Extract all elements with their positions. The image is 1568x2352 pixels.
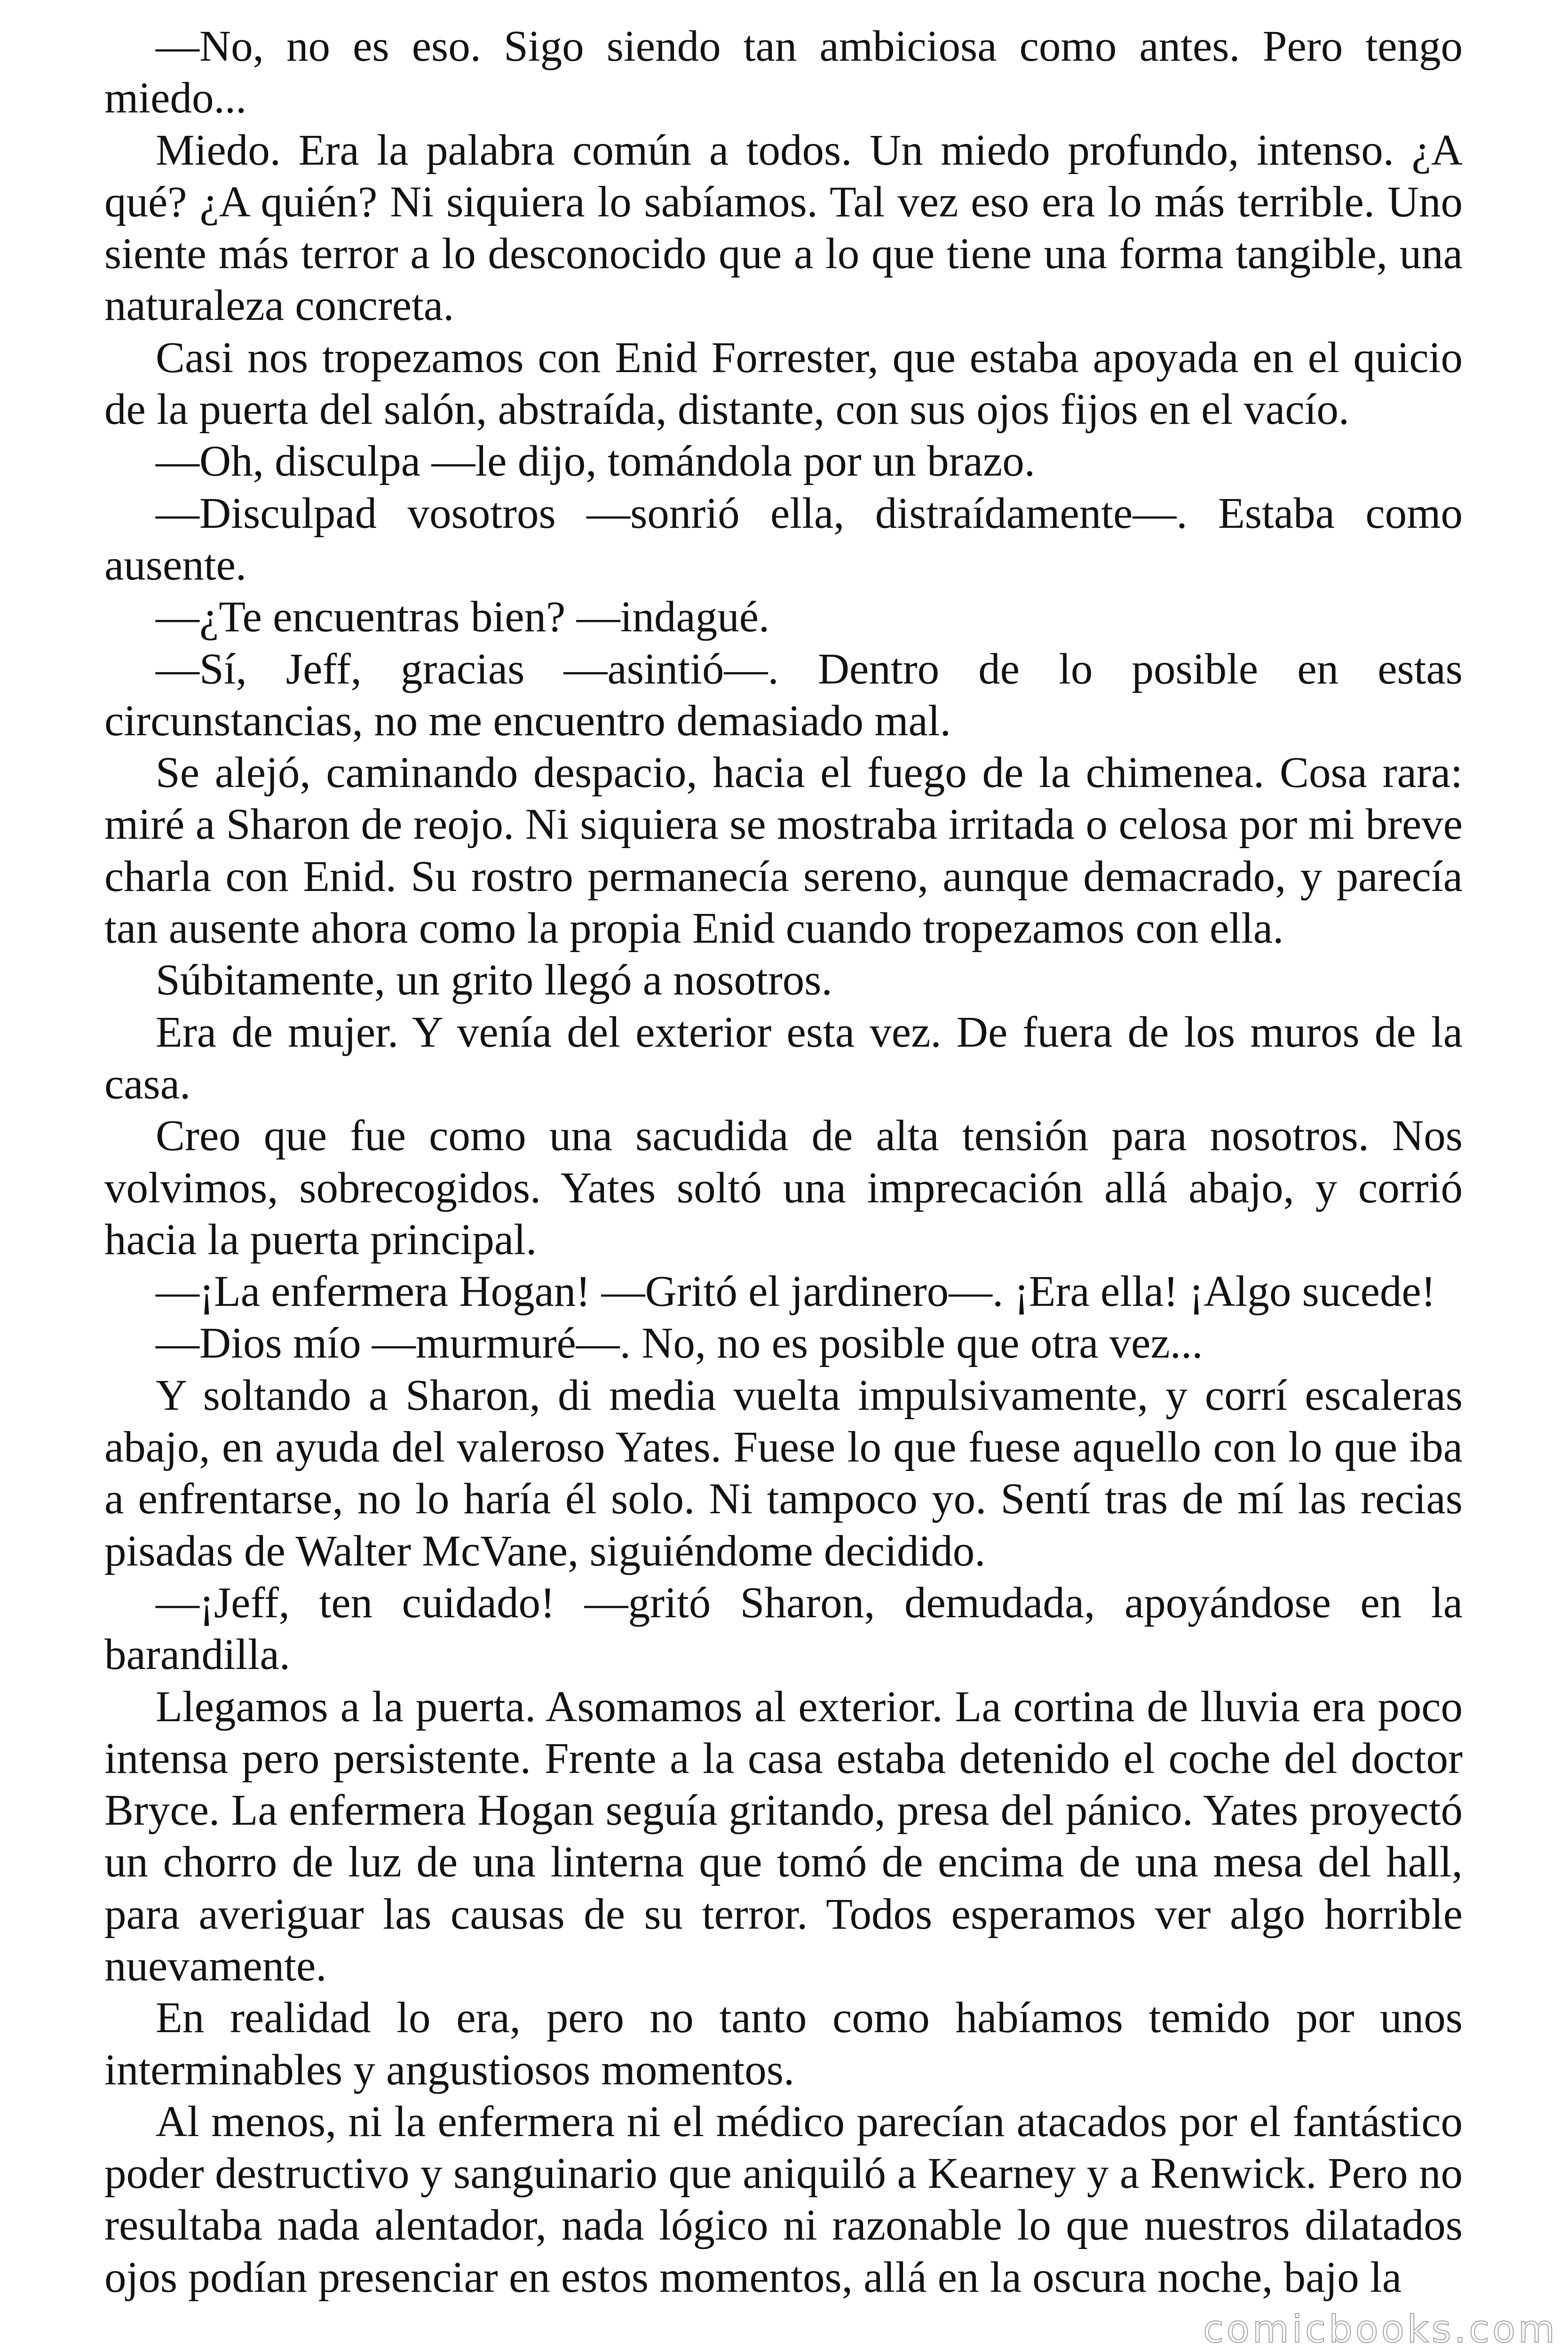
paragraph: Y soltando a Sharon, di media vuelta impulsivamente, y corrí escaleras abajo, en ayuda del valeroso Yates. Fuese lo que fuese aquello con lo que iba a enfrentarse, no lo haría él solo. Ni tampoco yo. Sentí tras de mí las recias pisadas de Walter McVane, siguiéndome decidido. bbox=[104, 1371, 1463, 1575]
paragraph: Era de mujer. Y venía del exterior esta vez. De fuera de los muros de la casa. bbox=[104, 1008, 1463, 1108]
paragraph: Al menos, ni la enfermera ni el médico parecían atacados por el fantástico poder destructivo y sanguinario que aniquiló a Kearney y a Renwick. Pero no resultaba nada alentador, nada lógico ni razonable lo que nuestros dilatados ojos podían presenciar en estos momentos, allá en la oscura noche, bajo la bbox=[104, 2097, 1463, 2302]
paragraph: —Dios mío —murmuré—. No, no es posible que otra vez... bbox=[156, 1319, 1203, 1368]
paragraph: —Disculpad vosotros —sonrió ella, distraídamente—. Estaba como ausente. bbox=[104, 489, 1463, 589]
paragraph: Súbitamente, un grito llegó a nosotros. bbox=[156, 956, 832, 1005]
paragraph: Se alejó, caminando despacio, hacia el fuego de la chimenea. Cosa rara: miré a Sharon de reojo. Ni siquiera se mostraba irritada o celosa por mi breve charla con Enid. Su rostro permanecía sereno, aunque demacrado, y parecía tan ausente ahora como la propia Enid cuando tropezamos con ella. bbox=[104, 748, 1463, 953]
paragraph: —¡Jeff, ten cuidado! —gritó Sharon, demudada, apoyándose en la barandilla. bbox=[104, 1578, 1463, 1679]
paragraph: —Oh, disculpa —le dijo, tomándola por un brazo. bbox=[156, 437, 1035, 486]
paragraph: Llegamos a la puerta. Asomamos al exterior. La cortina de lluvia era poco intensa pero persistente. Frente a la casa estaba detenido el coche del doctor Bryce. La enfermera Hogan seguía gritando, presa del pánico. Yates proyectó un chorro de luz de una linterna que tomó de encima de una mesa del hall, para averiguar las causas de su terror. Todos esperamos ver algo horrible nuevamente. bbox=[104, 1682, 1463, 1990]
paragraph: En realidad lo era, pero no tanto como habíamos temido por unos interminables y angustiosos momentos. bbox=[104, 1994, 1463, 2094]
page-text bbox=[104, 21, 1463, 2304]
paragraph: Casi nos tropezamos con Enid Forrester, que estaba apoyada en el quicio de la puerta del salón, abstraída, distante, con sus ojos fijos en el vacío. bbox=[104, 333, 1463, 434]
paragraph: Creo que fue como una sacudida de alta tensión para nosotros. Nos volvimos, sobrecogidos. Yates soltó una imprecación allá abajo, y corrió hacia la puerta principal. bbox=[104, 1112, 1463, 1264]
watermark-logo: comicbooks.com bbox=[1203, 2307, 1558, 2351]
paragraph: Miedo. Era la palabra común a todos. Un miedo profundo, intenso. ¿A qué? ¿A quién? Ni siquiera lo sabíamos. Tal vez eso era lo más terrible. Uno siente más terror a lo desconocido que a lo que tiene una forma tangible, una naturaleza concreta. bbox=[104, 126, 1463, 330]
paragraph: —¿Te encuentras bien? —indagué. bbox=[156, 593, 770, 642]
paragraph: —Sí, Jeff, gracias —asintió—. Dentro de lo posible en estas circunstancias, no me encuentro demasiado mal. bbox=[104, 644, 1463, 745]
paragraph: —No, no es eso. Sigo siendo tan ambiciosa como antes. Pero tengo miedo... bbox=[104, 22, 1463, 123]
paragraph: —¡La enfermera Hogan! —Gritó el jardinero—. ¡Era ella! ¡Algo sucede! bbox=[156, 1267, 1436, 1316]
